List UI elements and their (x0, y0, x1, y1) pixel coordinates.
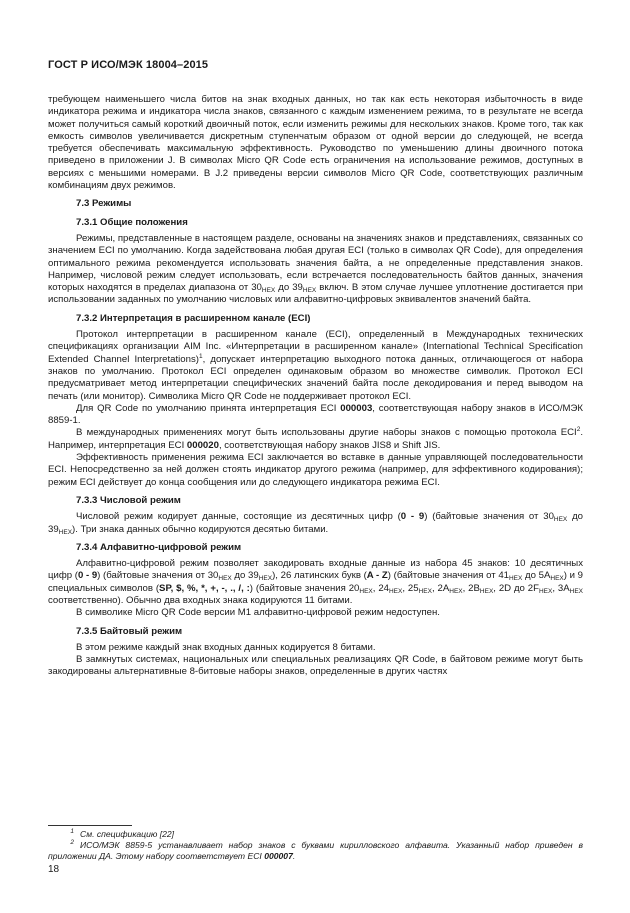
text-run: до (567, 511, 584, 523)
text-run: до (522, 570, 539, 582)
hex-subscript: HEX (359, 587, 373, 595)
hex-subscript: HEX (479, 587, 494, 595)
text-run: , соответствующая набору знаков в ИСО/МЭК 8859-1. (48, 402, 583, 427)
hex-subscript: HEX (218, 575, 232, 583)
paragraph-7-3-1 (48, 233, 583, 307)
text-run: включ. В этом случае лучшее уплотнение достигается при использовании заданных по умолчанию числовых или алфавитно-цифровых эквивалентов значений байта. (48, 282, 584, 306)
text-run: . Например, интерпретация ECI (48, 427, 583, 451)
hex-value: 24 (378, 582, 389, 594)
hex-value: 25 (407, 582, 419, 594)
document-header: ГОСТ Р ИСО/МЭК 18004–2015 (48, 59, 209, 71)
paragraph-7-3-2-b (48, 403, 583, 428)
hex-value: 30 (251, 282, 262, 294)
hex-value: 30 (543, 511, 554, 523)
text-run: , (552, 582, 558, 594)
hex-subscript: HEX (553, 516, 568, 524)
text-run: ), 26 латинских букв ( (272, 570, 367, 582)
hex-value: 3A (557, 582, 570, 594)
hex-subscript: HEX (550, 575, 564, 583)
text-run: , (372, 582, 379, 594)
paragraph-intro: требующем наименьшего числа битов на знак входных данных, но так как есть некоторая избыточность в виде индикатора режима и индикатора числа знаков, связанного с каждым изменением режима, то в результате не всегда может получиться самый короткий двоичный поток, если изменить режимы для нескольких знаков. Кроме того, так как емкость символов увеличивается дискретным ступенчатым образом от одной версии до следующей, не всегда требуется обеспечивать максимальную эффективность. Руководство по уменьшению длины двоичного потока приведено в приложении J. В символах Micro QR Code есть ограничения на использование режимов, доступных в версиях с меньшими номерами. В J.2 приведены версии символов Micro QR Code, соответствующих различным комбинациям двух режимов. (48, 94, 583, 192)
eci-code: 000020 (186, 439, 219, 451)
footnote-tail: . (292, 851, 296, 861)
text-run: Числовой режим кодирует данные, состоящие из десятичных цифр ( (76, 511, 401, 523)
hex-value: 2B (468, 582, 480, 594)
page-number: 18 (48, 864, 60, 875)
hex-subscript: HEX (261, 287, 276, 295)
text-run: , (402, 582, 408, 594)
text-run: , (462, 582, 469, 594)
footnote-text: ИСО/МЭК 8859-5 устанавливает набор знаков с буквами кирилловского алфавита. Указанный набор приведен в приложении ДА. Этому набору соответствует ECI (48, 840, 583, 861)
text-run: до (275, 282, 293, 294)
range-bold: A - Z (366, 570, 388, 582)
hex-value: 30 (207, 570, 219, 582)
paragraph-7-3-5-b: В замкнутых системах, национальных или специальных реализациях QR Code, в байтовом режиме могут быть закодированы альтернативные 8-битовые наборы знаков, определенные в других частях (48, 654, 583, 678)
hex-subscript: HEX (58, 528, 73, 536)
footnote-2: $^2$ ИСО/МЭК 8859-5 устанавливает набор знаков с буквами кирилловского алфавита. Указанный набор приведен в приложении ДА. Этому набору соответствует ECI 000007. (48, 839, 583, 861)
text-run: Для QR Code по умолчанию принята интерпретация ECI (76, 402, 341, 414)
paragraph-7-3-4-a (48, 558, 583, 607)
footnote-ref: 2 (576, 426, 581, 434)
text-run: Алфавитно-цифровой режим позволяет закодировать входные данные из набора 45 знаков: 10 десятичных цифр ( (48, 558, 583, 582)
section-heading-7-3-5: 7.3.5 Байтовый режим (76, 625, 183, 637)
hex-value: 20 (348, 582, 360, 594)
paragraph-7-3-2-c (48, 427, 583, 452)
text-run: до (231, 570, 249, 582)
footnote-divider (48, 825, 132, 826)
paragraph-7-3-3 (48, 511, 583, 536)
hex-value: 39 (248, 570, 259, 582)
paragraph-7-3-4-b: В символике Micro QR Code версии M1 алфавитно-цифровой режим недоступен. (76, 607, 440, 619)
text-run: ) (байтовые значения (249, 582, 349, 594)
document-body (48, 94, 583, 679)
footnote-ref: 1 (198, 352, 203, 360)
text-run: , (431, 582, 438, 594)
eci-code: 000007 (264, 851, 293, 861)
text-run: ). Три знака данных обычно кодируются десятью битами. (72, 523, 329, 535)
footnote-1: $^1$ См. спецификацию [22] (70, 828, 175, 839)
hex-subscript: HEX (258, 575, 273, 583)
paragraph-7-3-5-a: В этом режиме каждый знак входных данных кодируется 8 битами. (76, 641, 376, 653)
hex-value: 5A (538, 570, 551, 582)
hex-subscript: HEX (538, 587, 553, 595)
text-run: , 2D до 2F (493, 582, 539, 594)
hex-value: 2A (437, 582, 450, 594)
range-bold: 0 - 9 (400, 511, 425, 523)
special-chars: SP, $, %, *, +, -, ., /, : (159, 582, 250, 594)
text-run: соответственно). Обычно два входных знака кодируются 11 битами. (48, 594, 353, 606)
hex-value: 39 (292, 282, 303, 294)
footnote-text: См. спецификацию [22] (80, 829, 175, 839)
hex-subscript: HEX (449, 587, 463, 595)
text-run: Протокол интерпретации в расширенном канале (ECI), определенный в Международных технических спецификациях организации AIM Inc. «Интерпретации в расширенном канале» (International Technical Specification Extended Channel Interpretations) (48, 329, 583, 365)
hex-subscript: HEX (508, 575, 523, 583)
text-run: , допускает интерпретацию выходного потока данных, отличающегося от набора знаков по умолчанию. Протокол ECI определен одинаковым образом во множестве символик. Протокол ECI предусматривает метод интерпретации специфических значений байта после декодирования и перед выводом на печать (или монитор). Символика Micro QR Code не поддерживает протокол ECI. (48, 353, 583, 402)
hex-subscript: HEX (388, 587, 403, 595)
paragraph-7-3-2-a (48, 329, 583, 403)
eci-code: 000003 (340, 402, 373, 414)
range-bold: 0 - 9 (77, 570, 98, 582)
section-heading-7-3-4: 7.3.4 Алфавитно-цифровой режим (76, 541, 242, 553)
section-heading-7-3: 7.3 Режимы (76, 198, 132, 210)
footnotes (48, 825, 583, 862)
hex-value: 39 (48, 523, 59, 535)
text-run: , соответствующая набору знаков JIS8 и Shift JIS. (218, 439, 441, 451)
section-heading-7-3-2: 7.3.2 Интерпретация в расширенном канале (ECI) (76, 312, 311, 324)
text-run: В международных применениях могут быть использованы другие наборы знаков с помощью протокола ECI (76, 427, 577, 439)
section-heading-7-3-3: 7.3.3 Числовой режим (76, 494, 181, 506)
hex-subscript: HEX (418, 587, 432, 595)
text-run: ) (байтовые значения от (424, 511, 544, 523)
hex-subscript: HEX (302, 287, 317, 295)
text-run: ) и 9 специальных символов ( (48, 570, 583, 594)
section-heading-7-3-1: 7.3.1 Общие положения (76, 216, 188, 228)
text-run: ) (байтовые значения от (97, 570, 208, 582)
hex-value: 41 (498, 570, 509, 582)
paragraph-7-3-2-d: Эффективность применения режима ECI заключается во вставке в данные управляющей последовательности ECI. Непосредственно за ней должен стоять индикатор другого режима (например, для эффективного кодирования); режим ECI действует до конца сообщения или до следующего индикатора режима ECI. (48, 452, 583, 488)
hex-subscript: HEX (569, 587, 584, 595)
text-run: Режимы, представленные в настоящем разделе, основаны на значениях знаков и представлениях, связанных со значением ECI по умолчанию. Когда задействована любая другая ECI (только в символах QR Code), для определения оптимального режима рекомендуется использовать значения байта, а не определенные представления знаков. Например, числовой режим следует использовать, если встречается последовательность байтов данных, значения которых находятся в пределах диапазона от (48, 232, 583, 294)
text-run: ) (байтовые значения от (387, 570, 499, 582)
